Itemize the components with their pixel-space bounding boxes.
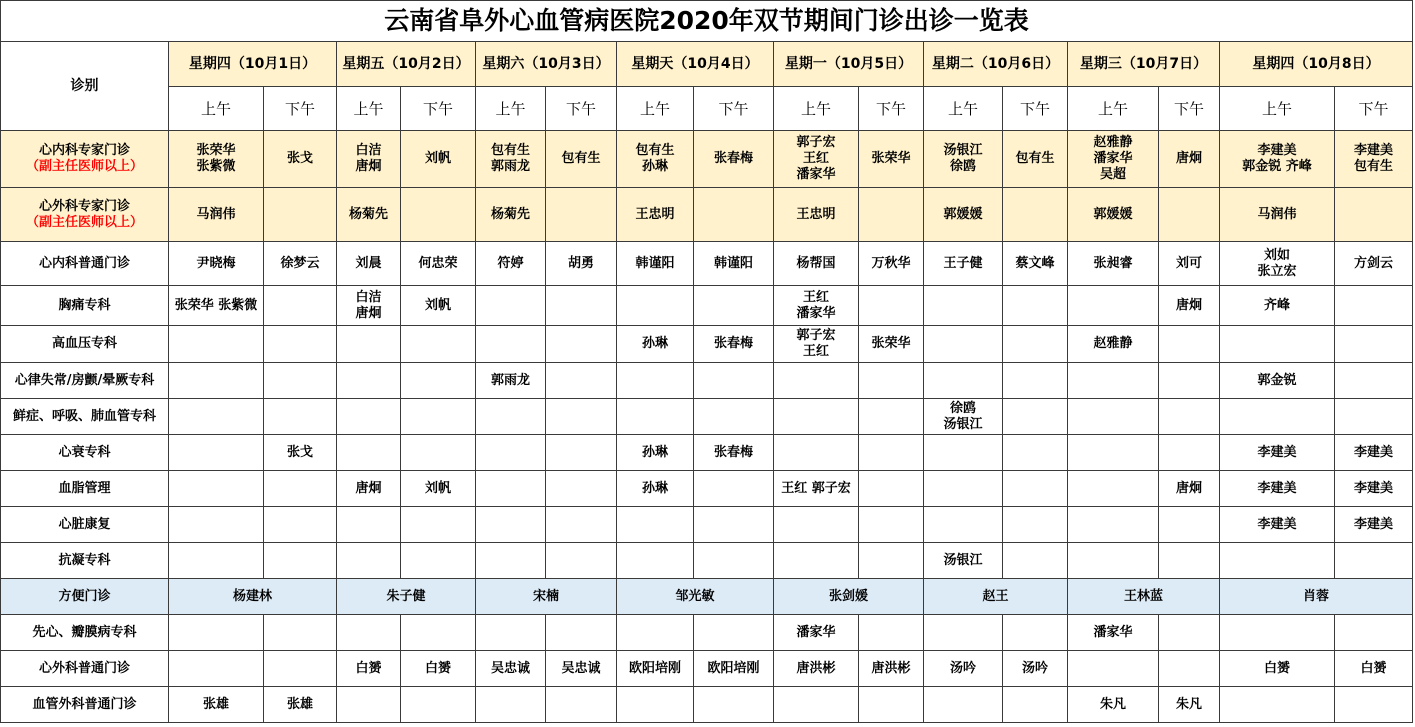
schedule-row bbox=[1, 188, 1413, 242]
day-header-oct2: 星期五（10月2日） bbox=[337, 42, 476, 87]
schedule-cell bbox=[337, 326, 401, 363]
schedule-cell bbox=[1068, 363, 1159, 399]
schedule-cell bbox=[924, 615, 1003, 651]
category-header: 诊别 bbox=[1, 42, 169, 131]
schedule-cell: 王忠明 bbox=[617, 188, 694, 242]
schedule-cell bbox=[169, 543, 264, 579]
schedule-cell: 郭子宏 王红 bbox=[774, 326, 859, 363]
schedule-cell bbox=[264, 188, 337, 242]
clinic-name: 方便门诊 bbox=[1, 579, 169, 615]
schedule-cell: 郭子宏 王红 潘家华 bbox=[774, 131, 859, 188]
period-am-header: 上午 bbox=[774, 87, 859, 131]
schedule-cell bbox=[1335, 363, 1413, 399]
schedule-cell bbox=[1220, 615, 1335, 651]
schedule-cell: 孙琳 bbox=[617, 435, 694, 471]
schedule-cell bbox=[546, 435, 617, 471]
schedule-cell bbox=[264, 507, 337, 543]
schedule-cell bbox=[859, 363, 924, 399]
schedule-cell bbox=[1003, 286, 1068, 326]
schedule-cell bbox=[1068, 651, 1159, 687]
schedule-row bbox=[1, 363, 1413, 399]
schedule-row bbox=[1, 326, 1413, 363]
schedule-cell bbox=[774, 399, 859, 435]
clinic-name: 抗凝专科 bbox=[1, 543, 169, 579]
clinic-name: 心外科普通门诊 bbox=[1, 651, 169, 687]
schedule-cell: 郭雨龙 bbox=[476, 363, 546, 399]
schedule-cell: 包有生 郭雨龙 bbox=[476, 131, 546, 188]
schedule-cell: 蔡文峰 bbox=[1003, 242, 1068, 286]
schedule-cell bbox=[337, 687, 401, 723]
schedule-cell bbox=[401, 326, 476, 363]
schedule-cell: 王林蓝 bbox=[1068, 579, 1220, 615]
schedule-cell bbox=[169, 471, 264, 507]
schedule-cell bbox=[1159, 188, 1220, 242]
schedule-cell bbox=[617, 687, 694, 723]
schedule-cell bbox=[1159, 399, 1220, 435]
schedule-cell bbox=[401, 507, 476, 543]
schedule-cell bbox=[546, 286, 617, 326]
schedule-cell: 刘帆 bbox=[401, 131, 476, 188]
clinic-name: 心衰专科 bbox=[1, 435, 169, 471]
schedule-cell bbox=[617, 399, 694, 435]
schedule-cell bbox=[1335, 615, 1413, 651]
period-am-header: 上午 bbox=[1220, 87, 1335, 131]
schedule-cell bbox=[1335, 326, 1413, 363]
schedule-cell bbox=[546, 615, 617, 651]
schedule-cell bbox=[169, 507, 264, 543]
schedule-cell bbox=[1068, 471, 1159, 507]
schedule-cell bbox=[694, 615, 774, 651]
schedule-cell bbox=[617, 615, 694, 651]
schedule-cell bbox=[1003, 399, 1068, 435]
clinic-note: （副主任医师以上） bbox=[25, 214, 143, 230]
schedule-cell: 胡勇 bbox=[546, 242, 617, 286]
schedule-cell bbox=[546, 543, 617, 579]
schedule-cell bbox=[1003, 615, 1068, 651]
schedule-cell: 张戈 bbox=[264, 435, 337, 471]
schedule-cell bbox=[1335, 687, 1413, 723]
schedule-cell: 宋楠 bbox=[476, 579, 617, 615]
schedule-cell bbox=[264, 286, 337, 326]
day-header-oct8: 星期四（10月8日） bbox=[1220, 42, 1413, 87]
schedule-cell: 白赟 bbox=[337, 651, 401, 687]
schedule-cell bbox=[476, 507, 546, 543]
schedule-cell bbox=[401, 435, 476, 471]
schedule-cell bbox=[546, 188, 617, 242]
title-row bbox=[1, 1, 1413, 42]
schedule-cell: 唐炯 bbox=[1159, 471, 1220, 507]
schedule-cell: 杨建林 bbox=[169, 579, 337, 615]
schedule-cell: 包有生 bbox=[1003, 131, 1068, 188]
period-am-header: 上午 bbox=[337, 87, 401, 131]
schedule-cell: 潘家华 bbox=[1068, 615, 1159, 651]
schedule-cell bbox=[401, 188, 476, 242]
schedule-cell bbox=[476, 687, 546, 723]
schedule-cell bbox=[924, 286, 1003, 326]
period-am-header: 上午 bbox=[1068, 87, 1159, 131]
schedule-cell bbox=[1335, 286, 1413, 326]
schedule-cell bbox=[1335, 188, 1413, 242]
schedule-cell bbox=[617, 286, 694, 326]
period-pm-header: 下午 bbox=[546, 87, 617, 131]
schedule-cell: 张荣华 张紫微 bbox=[169, 131, 264, 188]
schedule-cell bbox=[859, 286, 924, 326]
schedule-cell bbox=[337, 615, 401, 651]
day-header-oct1: 星期四（10月1日） bbox=[169, 42, 337, 87]
schedule-cell bbox=[1159, 543, 1220, 579]
schedule-cell: 李建美 bbox=[1335, 507, 1413, 543]
schedule-cell bbox=[694, 543, 774, 579]
schedule-cell: 李建美 包有生 bbox=[1335, 131, 1413, 188]
schedule-cell bbox=[169, 435, 264, 471]
schedule-cell: 赵雅静 bbox=[1068, 326, 1159, 363]
schedule-row bbox=[1, 579, 1413, 615]
schedule-cell bbox=[1159, 615, 1220, 651]
schedule-cell: 马润伟 bbox=[169, 188, 264, 242]
schedule-cell: 王红 潘家华 bbox=[774, 286, 859, 326]
schedule-cell bbox=[264, 363, 337, 399]
schedule-row bbox=[1, 615, 1413, 651]
clinic-name: 心内科专家门诊 bbox=[38, 143, 130, 158]
schedule-cell bbox=[859, 399, 924, 435]
schedule-cell: 邹光敏 bbox=[617, 579, 774, 615]
day-header-oct3: 星期六（10月3日） bbox=[476, 42, 617, 87]
schedule-cell: 欧阳培刚 bbox=[694, 651, 774, 687]
schedule-cell bbox=[859, 687, 924, 723]
schedule-cell bbox=[1003, 435, 1068, 471]
schedule-cell bbox=[1220, 399, 1335, 435]
schedule-cell bbox=[859, 435, 924, 471]
clinic-name: 先心、瓣膜病专科 bbox=[1, 615, 169, 651]
schedule-cell bbox=[859, 471, 924, 507]
schedule-cell bbox=[1068, 286, 1159, 326]
period-am-header: 上午 bbox=[476, 87, 546, 131]
schedule-cell bbox=[617, 363, 694, 399]
schedule-cell: 刘晨 bbox=[337, 242, 401, 286]
schedule-cell: 孙琳 bbox=[617, 326, 694, 363]
schedule-cell bbox=[924, 363, 1003, 399]
schedule-cell bbox=[694, 286, 774, 326]
schedule-cell bbox=[476, 615, 546, 651]
schedule-cell: 唐洪彬 bbox=[774, 651, 859, 687]
schedule-cell: 张雄 bbox=[169, 687, 264, 723]
schedule-cell: 齐峰 bbox=[1220, 286, 1335, 326]
schedule-cell bbox=[169, 363, 264, 399]
schedule-cell bbox=[694, 507, 774, 543]
period-am-header: 上午 bbox=[617, 87, 694, 131]
schedule-cell: 张春梅 bbox=[694, 131, 774, 188]
clinic-name: 胸痛专科 bbox=[1, 286, 169, 326]
schedule-cell: 张荣华 bbox=[859, 326, 924, 363]
schedule-cell bbox=[1159, 651, 1220, 687]
schedule-row bbox=[1, 399, 1413, 435]
schedule-cell: 刘帆 bbox=[401, 286, 476, 326]
day-header-row bbox=[1, 42, 1413, 87]
schedule-cell: 李建美 bbox=[1335, 435, 1413, 471]
schedule-cell bbox=[1003, 471, 1068, 507]
period-am-header: 上午 bbox=[169, 87, 264, 131]
schedule-cell bbox=[694, 399, 774, 435]
schedule-cell bbox=[924, 326, 1003, 363]
schedule-row bbox=[1, 687, 1413, 723]
schedule-cell bbox=[859, 543, 924, 579]
schedule-cell bbox=[169, 651, 264, 687]
day-header-oct5: 星期一（10月5日） bbox=[774, 42, 924, 87]
schedule-cell: 徐梦云 bbox=[264, 242, 337, 286]
schedule-cell bbox=[264, 651, 337, 687]
clinic-name: 高血压专科 bbox=[1, 326, 169, 363]
period-pm-header: 下午 bbox=[264, 87, 337, 131]
schedule-cell bbox=[169, 326, 264, 363]
clinic-name: 血脂管理 bbox=[1, 471, 169, 507]
schedule-cell: 朱凡 bbox=[1068, 687, 1159, 723]
schedule-cell: 汤银江 徐鸥 bbox=[924, 131, 1003, 188]
schedule-cell: 张春梅 bbox=[694, 435, 774, 471]
clinic-name: 鲜症、呼吸、肺血管专科 bbox=[1, 399, 169, 435]
schedule-cell bbox=[924, 471, 1003, 507]
schedule-cell bbox=[694, 363, 774, 399]
schedule-cell bbox=[546, 507, 617, 543]
schedule-row bbox=[1, 131, 1413, 188]
schedule-row bbox=[1, 435, 1413, 471]
schedule-cell bbox=[774, 543, 859, 579]
schedule-cell: 白赟 bbox=[401, 651, 476, 687]
schedule-cell: 马润伟 bbox=[1220, 188, 1335, 242]
period-pm-header: 下午 bbox=[1159, 87, 1220, 131]
period-pm-header: 下午 bbox=[1335, 87, 1413, 131]
schedule-cell bbox=[859, 188, 924, 242]
schedule-cell bbox=[337, 507, 401, 543]
schedule-cell: 李建美 bbox=[1220, 435, 1335, 471]
schedule-cell bbox=[401, 615, 476, 651]
schedule-cell bbox=[774, 363, 859, 399]
schedule-cell bbox=[401, 363, 476, 399]
schedule-cell: 朱子健 bbox=[337, 579, 476, 615]
schedule-cell bbox=[546, 363, 617, 399]
clinic-name: 血管外科普通门诊 bbox=[1, 687, 169, 723]
schedule-cell: 白赟 bbox=[1335, 651, 1413, 687]
schedule-cell bbox=[476, 286, 546, 326]
schedule-cell: 徐鸥 汤银江 bbox=[924, 399, 1003, 435]
schedule-cell bbox=[264, 471, 337, 507]
schedule-cell bbox=[694, 471, 774, 507]
schedule-cell bbox=[859, 507, 924, 543]
schedule-cell bbox=[1068, 399, 1159, 435]
schedule-cell: 张荣华 张紫微 bbox=[169, 286, 264, 326]
schedule-row bbox=[1, 651, 1413, 687]
schedule-cell: 张雄 bbox=[264, 687, 337, 723]
schedule-cell: 包有生 孙琳 bbox=[617, 131, 694, 188]
schedule-cell: 唐炯 bbox=[1159, 286, 1220, 326]
schedule-cell bbox=[617, 507, 694, 543]
schedule-cell bbox=[617, 543, 694, 579]
schedule-cell: 李建美 bbox=[1220, 507, 1335, 543]
schedule-cell bbox=[264, 543, 337, 579]
schedule-cell bbox=[546, 471, 617, 507]
schedule-cell: 李建美 bbox=[1220, 471, 1335, 507]
period-pm-header: 下午 bbox=[694, 87, 774, 131]
clinic-name: 心律失常/房颤/晕厥专科 bbox=[1, 363, 169, 399]
schedule-cell bbox=[859, 615, 924, 651]
schedule-cell bbox=[476, 326, 546, 363]
schedule-cell: 李建美 郭金锐 齐峰 bbox=[1220, 131, 1335, 188]
schedule-cell bbox=[694, 687, 774, 723]
period-pm-header: 下午 bbox=[1003, 87, 1068, 131]
schedule-cell: 何忠荣 bbox=[401, 242, 476, 286]
schedule-cell: 王红 郭子宏 bbox=[774, 471, 859, 507]
day-header-oct7: 星期三（10月7日） bbox=[1068, 42, 1220, 87]
schedule-cell bbox=[476, 543, 546, 579]
schedule-cell: 孙琳 bbox=[617, 471, 694, 507]
schedule-cell: 白洁 唐炯 bbox=[337, 286, 401, 326]
schedule-cell: 赵王 bbox=[924, 579, 1068, 615]
schedule-cell: 白洁 唐炯 bbox=[337, 131, 401, 188]
schedule-cell: 汤吟 bbox=[924, 651, 1003, 687]
schedule-cell: 杨菊先 bbox=[476, 188, 546, 242]
clinic-label bbox=[1, 131, 169, 188]
schedule-cell: 尹晓梅 bbox=[169, 242, 264, 286]
period-pm-header: 下午 bbox=[859, 87, 924, 131]
schedule-row bbox=[1, 507, 1413, 543]
schedule-cell bbox=[337, 399, 401, 435]
schedule-cell bbox=[169, 399, 264, 435]
schedule-cell bbox=[1003, 543, 1068, 579]
schedule-cell bbox=[337, 435, 401, 471]
schedule-cell bbox=[774, 687, 859, 723]
schedule-cell bbox=[1003, 687, 1068, 723]
schedule-cell bbox=[1068, 507, 1159, 543]
schedule-cell bbox=[476, 435, 546, 471]
clinic-name: 心内科普通门诊 bbox=[1, 242, 169, 286]
schedule-cell: 汤银江 bbox=[924, 543, 1003, 579]
schedule-cell bbox=[337, 543, 401, 579]
schedule-cell bbox=[1003, 507, 1068, 543]
schedule-cell: 朱凡 bbox=[1159, 687, 1220, 723]
schedule-cell bbox=[1003, 326, 1068, 363]
schedule-cell bbox=[1159, 507, 1220, 543]
schedule-cell bbox=[264, 615, 337, 651]
schedule-cell: 欧阳培刚 bbox=[617, 651, 694, 687]
clinic-name: 心脏康复 bbox=[1, 507, 169, 543]
schedule-cell: 刘可 bbox=[1159, 242, 1220, 286]
schedule-cell bbox=[1335, 543, 1413, 579]
clinic-label bbox=[1, 188, 169, 242]
schedule-cell: 肖蓉 bbox=[1220, 579, 1413, 615]
schedule-cell: 杨菊先 bbox=[337, 188, 401, 242]
day-header-oct6: 星期二（10月6日） bbox=[924, 42, 1068, 87]
schedule-row bbox=[1, 286, 1413, 326]
schedule-cell: 唐炯 bbox=[1159, 131, 1220, 188]
schedule-cell bbox=[924, 687, 1003, 723]
schedule-cell bbox=[546, 687, 617, 723]
schedule-cell: 唐洪彬 bbox=[859, 651, 924, 687]
day-header-oct4: 星期天（10月4日） bbox=[617, 42, 774, 87]
schedule-cell bbox=[1068, 435, 1159, 471]
clinic-note: （副主任医师以上） bbox=[25, 159, 143, 174]
schedule-cell: 韩谨阳 bbox=[694, 242, 774, 286]
schedule-cell: 张戈 bbox=[264, 131, 337, 188]
schedule-cell bbox=[1335, 399, 1413, 435]
schedule-row bbox=[1, 543, 1413, 579]
schedule-cell bbox=[546, 399, 617, 435]
schedule-cell: 王忠明 bbox=[774, 188, 859, 242]
schedule-cell: 张春梅 bbox=[694, 326, 774, 363]
schedule-cell: 吴忠诚 bbox=[546, 651, 617, 687]
schedule-cell bbox=[401, 687, 476, 723]
schedule-cell: 张剑媛 bbox=[774, 579, 924, 615]
schedule-cell bbox=[924, 507, 1003, 543]
schedule-cell bbox=[476, 399, 546, 435]
schedule-cell: 刘如 张立宏 bbox=[1220, 242, 1335, 286]
schedule-cell bbox=[1220, 687, 1335, 723]
schedule-cell: 张昶睿 bbox=[1068, 242, 1159, 286]
schedule-cell: 白赟 bbox=[1220, 651, 1335, 687]
schedule-cell bbox=[1159, 326, 1220, 363]
schedule-cell bbox=[169, 615, 264, 651]
schedule-cell: 包有生 bbox=[546, 131, 617, 188]
schedule-cell bbox=[924, 435, 1003, 471]
schedule-cell: 郭媛媛 bbox=[1068, 188, 1159, 242]
period-header-row bbox=[1, 87, 1413, 131]
schedule-cell bbox=[1068, 543, 1159, 579]
schedule-cell: 郭媛媛 bbox=[924, 188, 1003, 242]
schedule-row bbox=[1, 242, 1413, 286]
schedule-cell: 郭金锐 bbox=[1220, 363, 1335, 399]
schedule-cell bbox=[1003, 363, 1068, 399]
schedule-cell: 唐炯 bbox=[337, 471, 401, 507]
schedule-cell bbox=[337, 363, 401, 399]
schedule-cell bbox=[546, 326, 617, 363]
schedule-cell: 韩谨阳 bbox=[617, 242, 694, 286]
schedule-cell: 赵雅静 潘家华 吴超 bbox=[1068, 131, 1159, 188]
schedule-cell bbox=[401, 399, 476, 435]
page-title: 云南省阜外心血管病医院2020年双节期间门诊出诊一览表 bbox=[1, 1, 1413, 42]
schedule-cell: 汤吟 bbox=[1003, 651, 1068, 687]
schedule-cell: 符婷 bbox=[476, 242, 546, 286]
schedule-cell bbox=[264, 326, 337, 363]
schedule-cell: 潘家华 bbox=[774, 615, 859, 651]
schedule-row bbox=[1, 471, 1413, 507]
schedule-cell: 王子健 bbox=[924, 242, 1003, 286]
period-am-header: 上午 bbox=[924, 87, 1003, 131]
schedule-cell: 吴忠诚 bbox=[476, 651, 546, 687]
schedule-cell: 杨帮国 bbox=[774, 242, 859, 286]
schedule-cell bbox=[1003, 188, 1068, 242]
schedule-cell bbox=[694, 188, 774, 242]
schedule-cell bbox=[1220, 543, 1335, 579]
schedule-cell bbox=[774, 507, 859, 543]
schedule-cell bbox=[264, 399, 337, 435]
schedule-cell bbox=[1159, 435, 1220, 471]
schedule-cell: 万秋华 bbox=[859, 242, 924, 286]
schedule-cell: 刘帆 bbox=[401, 471, 476, 507]
schedule-cell bbox=[1159, 363, 1220, 399]
schedule-cell bbox=[476, 471, 546, 507]
schedule-cell: 方剑云 bbox=[1335, 242, 1413, 286]
schedule-cell bbox=[401, 543, 476, 579]
schedule-cell: 李建美 bbox=[1335, 471, 1413, 507]
clinic-name: 心外科专家门诊 bbox=[38, 198, 130, 214]
schedule-cell bbox=[774, 435, 859, 471]
period-pm-header: 下午 bbox=[401, 87, 476, 131]
schedule-cell bbox=[1220, 326, 1335, 363]
schedule-cell: 张荣华 bbox=[859, 131, 924, 188]
